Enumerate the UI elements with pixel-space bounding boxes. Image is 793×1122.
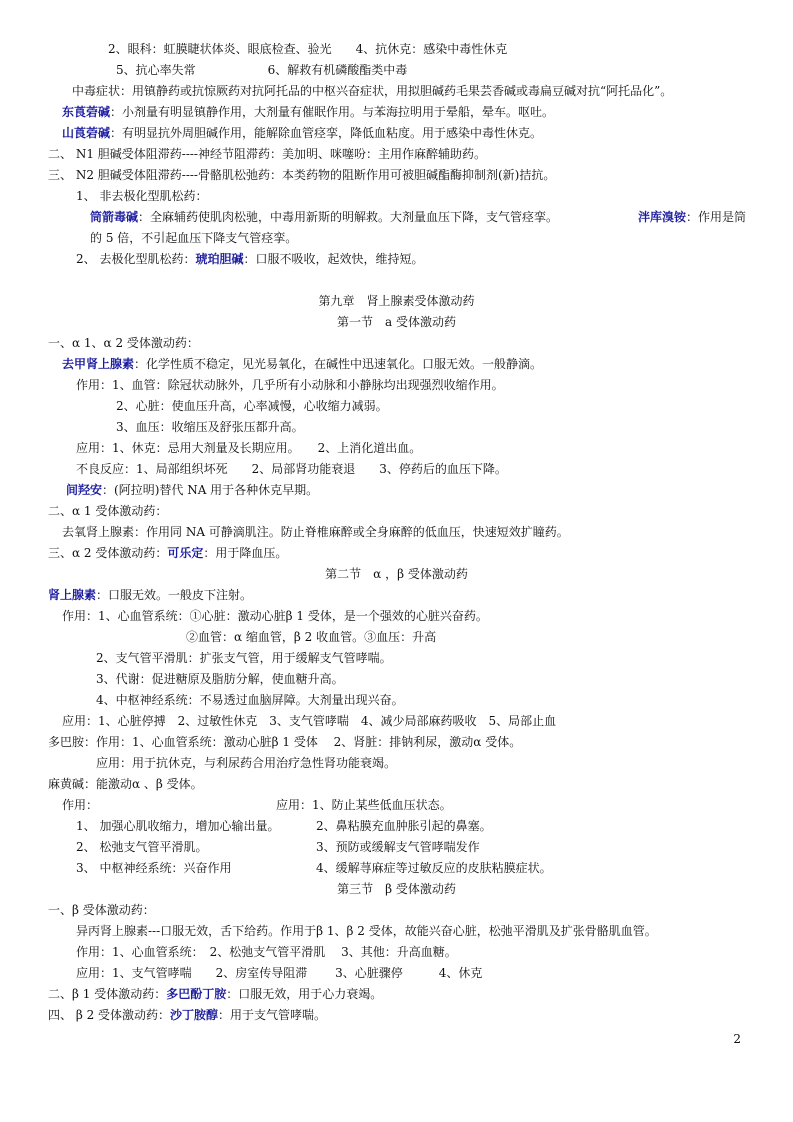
text-line: 不良反应：1、局部组织坏死 2、局部肾功能衰退 3、停药后的血压下降。 — [76, 462, 507, 476]
text-line: 2、心脏：使血压升高，心率减慢，心收缩力减弱。 — [116, 399, 388, 413]
text-line: 应用：1、支气管哮喘 2、房室传导阻滞 3、心脏骤停 4、休克 — [76, 966, 483, 980]
keyword: 泮库溴铵 — [638, 210, 687, 224]
text: ：口服无效。一般皮下注射。 — [96, 588, 253, 602]
keyword: 肾上腺素 — [48, 588, 97, 602]
text-line: 3、预防或缓解支气管哮喘发作 — [316, 840, 480, 854]
text-line: 2、鼻粘膜充血肿胀引起的鼻塞。 — [316, 819, 492, 833]
text: ：作用是筒 — [686, 210, 747, 224]
text-line — [62, 103, 554, 121]
keyword: 多巴酚丁胺 — [166, 987, 227, 1001]
text-line: 2、 松弛支气管平滑肌。 — [76, 840, 208, 854]
text-line: 3、 中枢神经系统：兴奋作用 — [76, 861, 232, 875]
text-line: 二、α 1 受体激动药： — [48, 504, 168, 518]
section-title: 第二节 α ，β 受体激动药 — [325, 567, 468, 581]
keyword: 可乐定 — [167, 546, 204, 560]
text-line: 二、 N1 胆碱受体阻滞药----神经节阻滞药：美加明、咪噻吩：主用作麻醉辅助药。 — [48, 147, 486, 161]
text: ：用于降血压。 — [203, 546, 288, 560]
text: ：(阿拉明)替代 NA 用于各种休克早期。 — [102, 483, 319, 497]
text-line: 多巴胺：作用：1、心血管系统：激动心脏β 1 受体 2、肾脏：排钠利尿，激动α 受体。 — [48, 735, 522, 749]
text-line: 一、α 1、α 2 受体激动药： — [48, 336, 199, 350]
text-line: 4、中枢神经系统：不易透过血脑屏障。大剂量出现兴奋。 — [96, 693, 404, 707]
text-line: 的 5 倍，不引起血压下降支气管痉挛。 — [90, 231, 298, 245]
text-line: 作用：1、血管：除冠状动脉外，几乎所有小动脉和小静脉均出现强烈收缩作用。 — [76, 378, 504, 392]
text-line: 作用： — [62, 798, 99, 812]
text-line: 中毒症状：用镇静药或抗惊厥药对抗阿托品的中枢兴奋症状，用拟胆碱药毛果芸香碱或毒扁豆碱对抗“阿托品化”。 — [72, 84, 673, 98]
text: 二、β 1 受体激动药： — [48, 987, 167, 1001]
text-line: 作用：1、心血管系统： 2、松弛支气管平滑肌 3、其他：升高血糖。 — [76, 945, 457, 959]
text-line: 作用：1、心血管系统：①心脏：激动心脏β 1 受体，是一个强效的心脏兴奋药。 — [62, 609, 488, 623]
text-line: 应用：用于抗休克，与利尿药合用治疗急性肾功能衰竭。 — [96, 756, 397, 770]
keyword: 山莨菪碱 — [62, 126, 111, 140]
text-line — [48, 586, 252, 604]
keyword: 琥珀胆碱 — [195, 252, 244, 266]
text-line — [76, 250, 423, 268]
keyword: 间羟安 — [66, 483, 103, 497]
text-line: 2、支气管平滑肌：扩张支气管，用于缓解支气管哮喘。 — [96, 651, 392, 665]
keyword: 筒箭毒碱 — [90, 210, 139, 224]
text-line: 异丙肾上腺素---口服无效，舌下给药。作用于β 1、β 2 受体，故能兴奋心脏，松弛平滑肌及扩张骨骼肌血管。 — [76, 924, 657, 938]
text-line: 应用：1、心脏停搏 2、过敏性休克 3、支气管哮喘 4、减少局部麻药吸收 5、局部止血 — [62, 714, 557, 728]
text: ：口服不吸收，起效快，维持短。 — [243, 252, 424, 266]
text-line — [48, 544, 287, 562]
text: ：全麻辅药使肌肉松驰，中毒用新斯的明解救。大剂量血压下降，支气管痉挛。 — [138, 210, 559, 224]
text-line: 5、抗心率失常 6、解救有机磷酸酯类中毒 — [116, 63, 408, 77]
text-line: 应用：1、休克：忌用大剂量及长期应用。 2、上消化道出血。 — [76, 441, 422, 455]
text-line: 一、β 受体激动药： — [48, 903, 155, 917]
section-title: 第三节 β 受体激动药 — [337, 882, 456, 896]
keyword: 沙丁胺醇 — [170, 1008, 219, 1022]
text: 2、 去极化型肌松药： — [76, 252, 196, 266]
text: ：口服无效，用于心力衰竭。 — [226, 987, 383, 1001]
text-line — [48, 985, 382, 1003]
page-number: 2 — [733, 1032, 741, 1046]
text: ：化学性质不稳定，见光易氧化，在碱性中迅速氧化。口服无效。一般静滴。 — [134, 357, 543, 371]
chapter-title: 第九章 肾上腺素受体激动药 — [318, 294, 475, 308]
text-line: 应用：1、防止某些低血压状态。 — [276, 798, 452, 812]
text-line: 4、缓解荨麻症等过敏反应的皮肤粘膜症状。 — [316, 861, 552, 875]
text-line: 麻黄碱：能激动α 、β 受体。 — [48, 777, 203, 791]
text-line — [638, 208, 746, 226]
section-title: 第一节 a 受体激动药 — [337, 315, 456, 329]
text-line: 1、 加强心肌收缩力，增加心输出量。 — [76, 819, 280, 833]
text-line — [62, 124, 542, 142]
text-line — [90, 208, 558, 226]
text: 三、α 2 受体激动药： — [48, 546, 168, 560]
text-line: 去氧肾上腺素：作用同 NA 可静滴肌注。防止脊椎麻醉或全身麻醉的低血压，快速短效扩瞳药。 — [62, 525, 569, 539]
keyword: 去甲肾上腺素 — [62, 357, 135, 371]
text-line — [66, 481, 318, 499]
text-line — [62, 355, 542, 373]
text-line: 3、血压：收缩压及舒张压都升高。 — [116, 420, 304, 434]
text-line: 2、眼科：虹膜睫状体炎、眼底检查、验光 4、抗休克：感染中毒性休克 — [108, 42, 508, 56]
keyword: 东莨菪碱 — [62, 105, 111, 119]
text-line — [48, 1006, 326, 1024]
text-line: ②血管：α 缩血管，β 2 收血管。③血压：升高 — [186, 630, 437, 644]
text: ：有明显抗外周胆碱作用，能解除血管痉挛，降低血粘度。用于感染中毒性休克。 — [110, 126, 543, 140]
text-line: 三、 N2 胆碱受体阻滞药----骨骼肌松弛药：本类药物的阻断作用可被胆碱酯酶抑制剂(新)拮抗。 — [48, 168, 556, 182]
text: ：小剂量有明显镇静作用，大剂量有催眠作用。与苯海拉明用于晕船，晕车。呕吐。 — [110, 105, 555, 119]
text: ：用于支气管哮喘。 — [218, 1008, 327, 1022]
text: 四、 β 2 受体激动药： — [48, 1008, 171, 1022]
text-line: 3、代谢：促进糖原及脂肪分解，使血糖升高。 — [96, 672, 344, 686]
text-line: 1、 非去极化型肌松药： — [76, 189, 208, 203]
